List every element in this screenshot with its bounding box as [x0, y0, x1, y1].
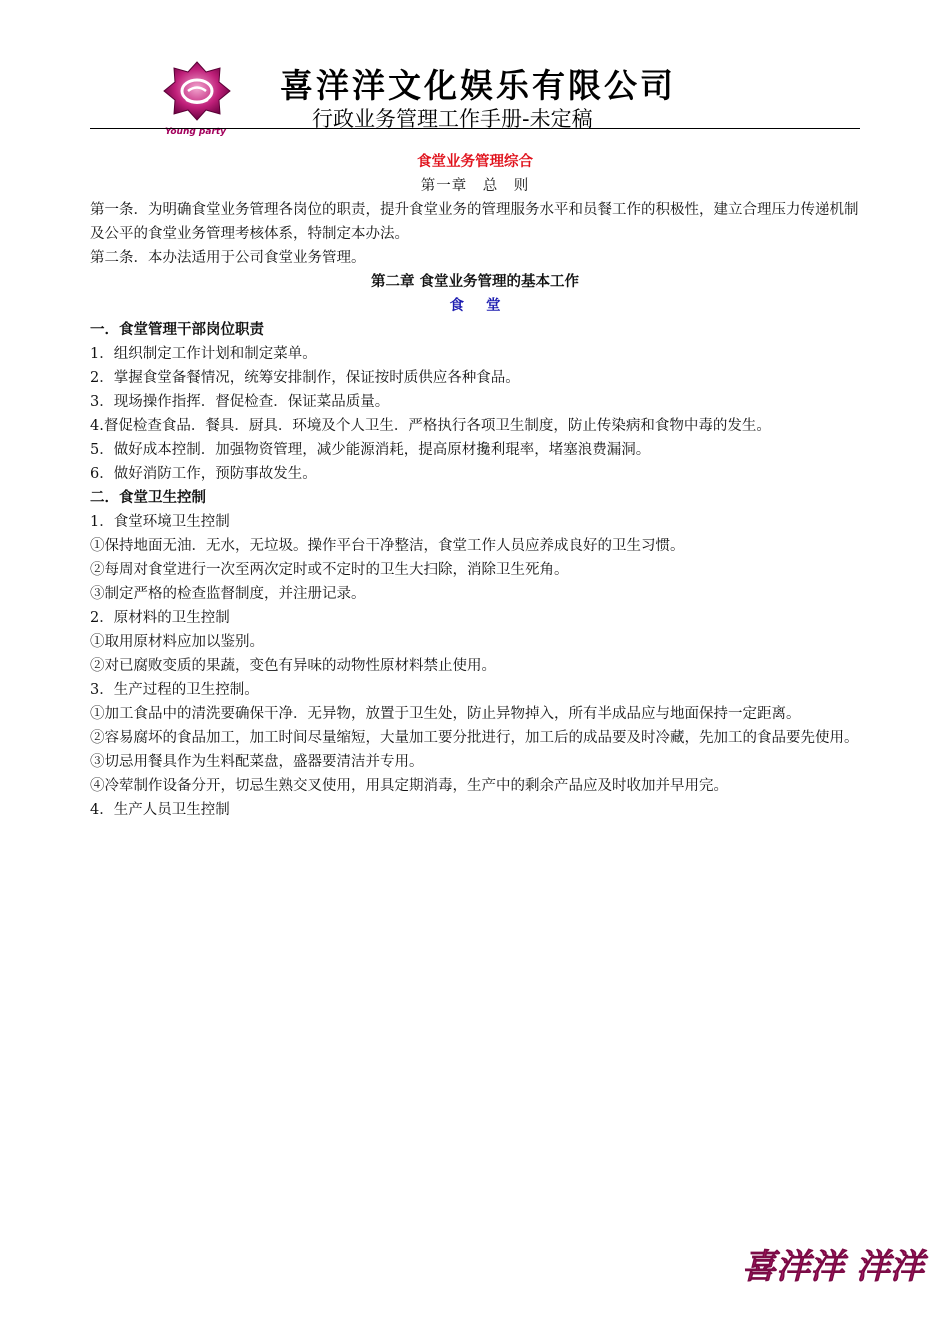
section-2-title: 二．食堂卫生控制 — [90, 490, 206, 506]
header-divider — [90, 128, 860, 129]
list-item: ①取用原材料应加以鉴别。 — [90, 634, 264, 650]
list-item: 1．食堂环境卫生控制 — [90, 514, 230, 530]
list-item: 3．现场操作指挥．督促检查．保证菜品质量。 — [90, 394, 390, 410]
company-name: 喜洋洋文化娱乐有限公司 — [280, 66, 676, 105]
list-item: ①保持地面无油．无水，无垃圾。操作平台干净整洁，食堂工作人员应养成良好的卫生习惯。 — [90, 538, 685, 554]
list-item: 4．生产人员卫生控制 — [90, 802, 230, 818]
list-item: 2．掌握食堂备餐情况，统筹安排制作，保证按时质供应各种食品。 — [90, 370, 520, 386]
list-item: 3．生产过程的卫生控制。 — [90, 682, 259, 698]
list-item: 2．原材料的卫生控制 — [90, 610, 230, 626]
list-item: 5．做好成本控制．加强物资管理，减少能源消耗，提高原材攙利琨率，堵塞浪费漏洞。 — [90, 442, 651, 458]
list-item: ②容易腐坏的食品加工，加工时间尽量缩短，大量加工要分批进行，加工后的成品要及时冷藏，先加工的食品要先使用。 — [90, 730, 859, 746]
canteen-heading: 食堂 — [449, 297, 523, 314]
company-logo — [162, 60, 232, 122]
footer-brand-logo — [740, 1236, 946, 1292]
document-title: 食堂业务管理综合 — [417, 154, 533, 170]
article-2: 第二条．本办法适用于公司食堂业务管理。 — [90, 250, 366, 266]
section-1-title: 一．食堂管理干部岗位职责 — [90, 322, 264, 338]
page-header — [90, 55, 860, 145]
handbook-subtitle: 行政业务管理工作手册-未定稿 — [312, 107, 593, 131]
list-item: 1．组织制定工作计划和制定菜单。 — [90, 346, 317, 362]
article-1: 第一条．为明确食堂业务管理各岗位的职责，提升食堂业务的管理服务水平和员餐工作的积极性，建立合理压力传递机制及公平的食堂业务管理考核体系，特制定本办法。 — [90, 202, 859, 242]
logo-caption: Young party — [165, 127, 227, 137]
list-item: ③切忌用餐具作为生料配菜盘，盛器要清洁并专用。 — [90, 754, 424, 770]
footer-brand-text: 喜洋洋 洋洋 — [742, 1247, 924, 1287]
list-item: 4.督促检查食品．餐具．厨具．环境及个人卫生．严格执行各项卫生制度，防止传染病和食物中毒的发生。 — [90, 418, 771, 434]
chapter-2-heading: 第二章 食堂业务管理的基本工作 — [370, 274, 580, 290]
document-body — [90, 150, 860, 822]
list-item: ②每周对食堂进行一次至两次定时或不定时的卫生大扫除，消除卫生死角。 — [90, 562, 569, 578]
list-item: 6．做好消防工作，预防事故发生。 — [90, 466, 317, 482]
chapter-1-heading: 第一章 总 则 — [420, 178, 530, 194]
list-item: ④冷荤制作设备分开，切忌生熟交叉使用，用具定期消毒，生产中的剩余产品应及时收加并早用完。 — [90, 778, 728, 794]
list-item: ①加工食品中的清洗要确保干净．无异物，放置于卫生处，防止异物掉入，所有半成品应与地面保持一定距离。 — [90, 706, 801, 722]
list-item: ③制定严格的检查监督制度，并注册记录。 — [90, 586, 366, 602]
list-item: ②对已腐败变质的果蔬，变色有异味的动物性原材料禁止使用。 — [90, 658, 496, 674]
